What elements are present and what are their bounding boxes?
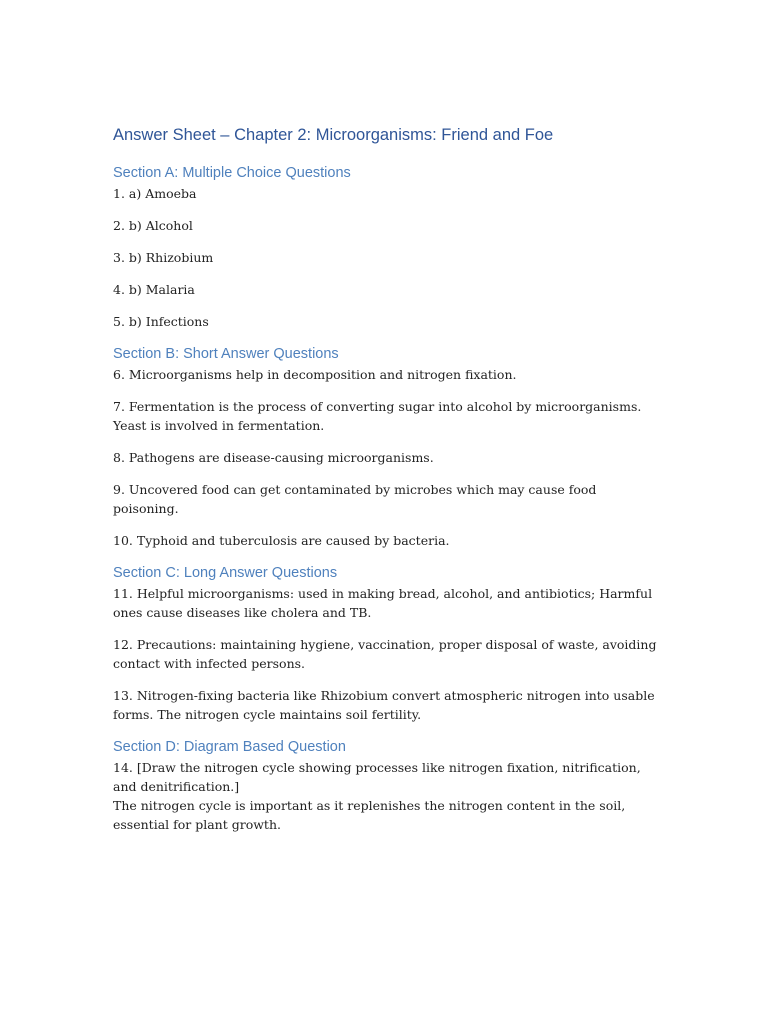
section-d	[113, 737, 658, 834]
answer-13: 13. Nitrogen-fixing bacteria like Rhizobium convert atmospheric nitrogen into usable forms. The nitrogen cycle maintains soil fertility.	[113, 688, 655, 722]
section-c	[113, 563, 658, 724]
answer-10: 10. Typhoid and tuberculosis are caused by bacteria.	[113, 533, 450, 548]
section-c-heading: Section C: Long Answer Questions	[113, 565, 338, 581]
answer-7: 7. Fermentation is the process of converting sugar into alcohol by microorganisms. Yeast is involved in fermentation.	[113, 399, 642, 433]
section-a-heading: Section A: Multiple Choice Questions	[113, 165, 351, 181]
answer-11: 11. Helpful microorganisms: used in making bread, alcohol, and antibiotics; Harmful ones cause diseases like cholera and TB.	[113, 586, 653, 620]
section-b-heading: Section B: Short Answer Questions	[113, 346, 339, 362]
answer-14: 14. [Draw the nitrogen cycle showing processes like nitrogen fixation, nitrification, and denitrification.]	[113, 760, 641, 794]
answer-14-explanation: The nitrogen cycle is important as it replenishes the nitrogen content in the soil, essential for plant growth.	[113, 798, 626, 832]
answer-9: 9. Uncovered food can get contaminated by microbes which may cause food poisoning.	[113, 482, 597, 516]
answer-sheet	[113, 124, 658, 834]
answer-6: 6. Microorganisms help in decomposition and nitrogen fixation.	[113, 367, 517, 382]
section-a	[113, 163, 658, 331]
document-title: Answer Sheet – Chapter 2: Microorganisms: Friend and Foe	[113, 126, 554, 144]
answer-12: 12. Precautions: maintaining hygiene, vaccination, proper disposal of waste, avoiding contact with infected persons.	[113, 637, 657, 671]
section-d-heading: Section D: Diagram Based Question	[113, 739, 346, 755]
answer-5: 5. b) Infections	[113, 314, 209, 329]
answer-4: 4. b) Malaria	[113, 282, 195, 297]
answer-2: 2. b) Alcohol	[113, 218, 193, 233]
answer-8: 8. Pathogens are disease-causing microorganisms.	[113, 450, 434, 465]
section-b	[113, 344, 658, 550]
answer-3: 3. b) Rhizobium	[113, 250, 214, 265]
answer-1: 1. a) Amoeba	[113, 186, 197, 201]
